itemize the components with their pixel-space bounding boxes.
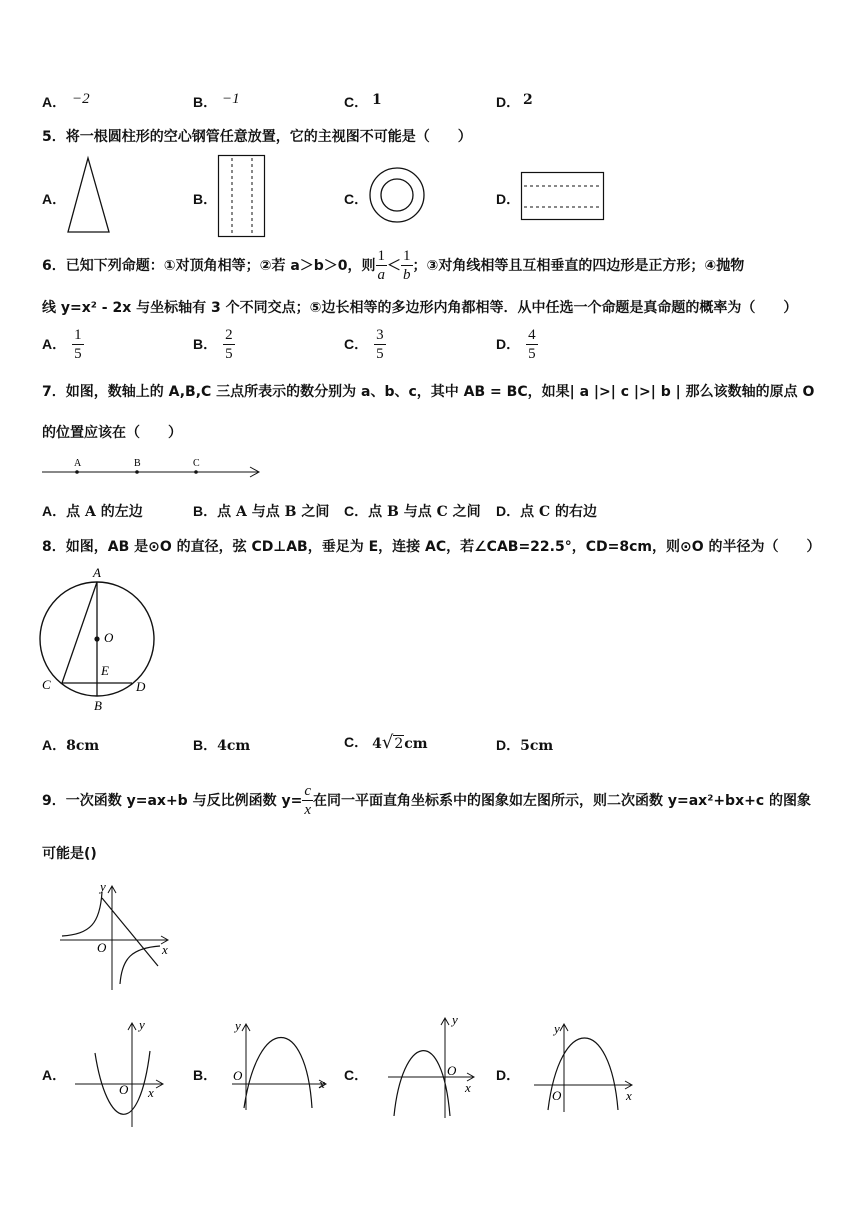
q9-d-y-label: y [554,1021,560,1036]
q9-line1-start: 9．一次函数 y=ax+b 与反比例函数 y= [42,793,303,809]
q6-line2: 线 y=x² - 2x 与坐标轴有 3 个不同交点；⑤边长相等的多边形内角都相等．从中任选一个命题是真命题的概率为（ ） [42,300,798,316]
q5-option-d-rect-dashed [521,172,605,222]
q9-b-o-label: O [233,1068,243,1083]
q7-option-b: B．点 A 与点 B 之间 [193,503,330,520]
q6-option-a: A． $\frac{1}{5}$ [42,326,82,362]
q4-option-b-label: B． [193,94,218,110]
q7-point-c [194,470,198,474]
q8-option-d: D．5cm [496,737,554,754]
q7-line2: 的位置应该在（ ） [42,425,182,441]
q9-option-b-label: B． [193,1067,218,1083]
q7-point-a [75,470,79,474]
q6-fraction-1-over-b: $\frac{1}{b}$ [403,247,411,283]
q8-label-d: D [136,679,146,694]
q9-option-c-graph [388,1012,488,1122]
q6-line1-start: 6．已知下列命题：①对顶角相等；②若 a＞b＞0，则 [42,258,376,274]
q4-option-c-label: C． [344,94,369,110]
q9-d-o-label: O [552,1088,562,1103]
q8-option-b: B．4cm [193,737,251,754]
q5-option-c-ring [369,166,429,226]
q6-option-b: B． $\frac{2}{5}$ [193,326,233,362]
q7-line1: 7．如图，数轴上的 A,B,C 三点所表示的数分别为 a、b、c，其中 AB = BC，如果| a |>| c |>| b | 那么该数轴的原点 O [42,384,815,400]
q9-option-c-label: C． [344,1067,369,1083]
q8-label-o: O [104,630,114,645]
q9-fraction-c-over-x: $\frac{c}{x}$ [304,782,311,818]
q5-option-b-label: B． [193,191,218,207]
q4-option-b-value: −1 [222,91,240,107]
q9-a-y-label: y [139,1017,145,1032]
q9-ref-y-label: y [100,879,106,894]
q8-label-a: A [93,565,101,580]
q5-option-d-label: D． [496,191,521,207]
q9-a-x-label: x [148,1085,154,1100]
q9-line1-end: 在同一平面直角坐标系中的图象如左图所示，则二次函数 y=ax²+bx+c 的图象 [312,793,812,809]
q7-label-a: A [74,458,82,469]
q7-label-c: C [193,458,200,469]
q4-option-d-value: 2 [523,92,533,108]
q8-circle-figure [38,565,158,715]
q7-point-b [135,470,139,474]
q7-option-c: C．点 B 与点 C 之间 [344,503,481,520]
q6-line1 [42,245,744,285]
q9-ref-x-label: x [162,942,168,957]
q5-option-b-rect-dashed [218,155,266,239]
q6-line1-end: ；③对角线相等且互相垂直的四边形是正方形；④抛物 [412,258,745,274]
q9-reference-graph [60,880,176,992]
q9-option-a-graph [75,1015,175,1133]
q7-option-d: D．点 C 的右边 [496,503,598,520]
q8-option-c: C． 4 √ 2 cm [344,732,428,753]
q8-label-e: E [101,663,109,678]
q6-fraction-1-over-a: $\frac{1}{a}$ [377,247,386,283]
q8-label-b: B [94,698,102,713]
q9-option-d-graph [534,1020,640,1116]
q9-c-x-label: x [465,1080,471,1095]
q9-c-y-label: y [452,1012,458,1027]
q7-option-a: A．点 A 的左边 [42,503,143,520]
q9-b-y-label: y [235,1018,241,1033]
q9-c-o-label: O [447,1063,457,1078]
q4-option-a-label: A． [42,94,67,110]
q4-option-d-label: D． [496,94,521,110]
q9-option-a-label: A． [42,1067,67,1083]
q5-option-a-label: A． [42,191,67,207]
q9-ref-o-label: O [97,940,107,955]
q8-option-a: A．8cm [42,737,100,754]
q9-a-o-label: O [119,1082,129,1097]
q9-d-x-label: x [626,1088,632,1103]
q5-stem: 5．将一根圆柱形的空心钢管任意放置，它的主视图不可能是（ ） [42,129,472,145]
q6-option-c: C． $\frac{3}{5}$ [344,326,384,362]
q8-stem: 8．如图，AB 是⊙O 的直径，弦 CD⊥AB，垂足为 E，连接 AC，若∠CAB=22.5°，CD=8cm，则⊙O 的半径为（ ） [42,539,821,555]
q7-label-b: B [134,458,141,469]
q6-option-d: D． $\frac{4}{5}$ [496,326,536,362]
q6-less-than: ＜ [387,258,402,274]
q8-label-c: C [42,677,51,692]
q9-line1 [42,780,811,820]
q5-option-c-label: C． [344,191,369,207]
q9-option-d-label: D． [496,1067,521,1083]
q4-option-a-value: −2 [72,91,90,107]
q4-option-c-value: 1 [372,92,382,108]
q7-number-line [42,455,264,485]
q9-b-x-label: x [319,1076,325,1091]
q9-option-b-graph [232,1018,332,1114]
q9-line2: 可能是() [42,846,97,862]
q5-option-a-triangle [66,156,116,236]
